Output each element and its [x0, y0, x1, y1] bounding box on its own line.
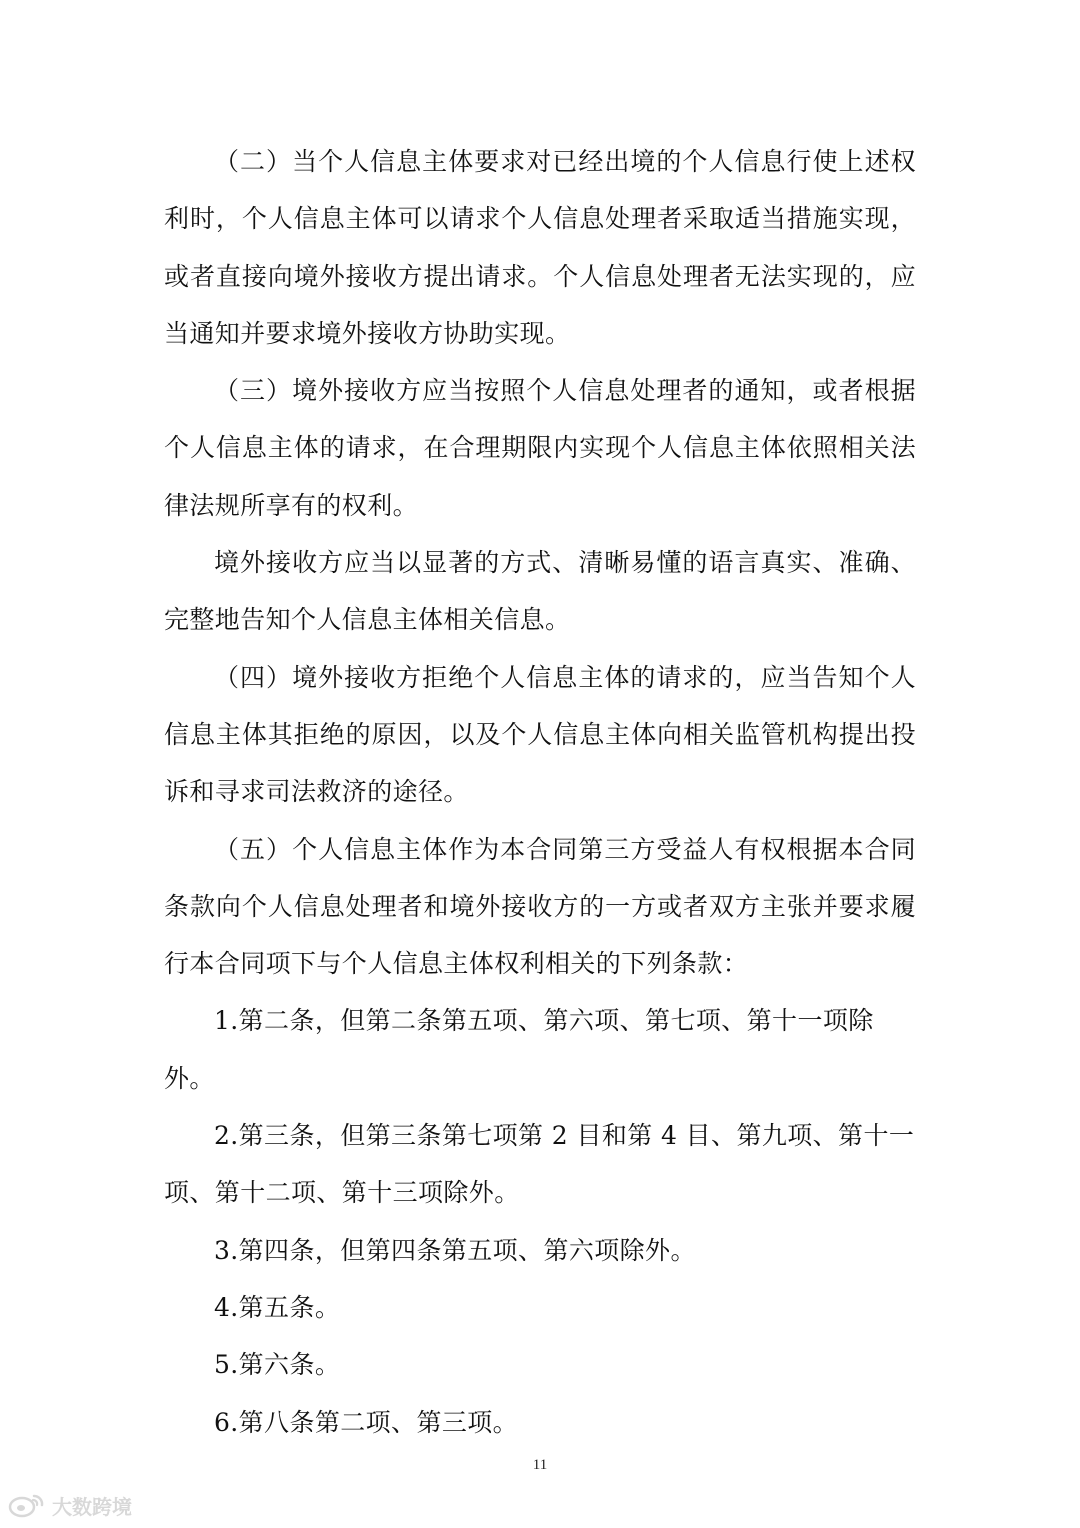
- paragraph-clause-2: （二）当个人信息主体要求对已经出境的个人信息行使上述权利时，个人信息主体可以请求个人信息处理者采取适当措施实现，或者直接向境外接收方提出请求。个人信息处理者无法实现的，应当通知并要求境外接收方协助实现。: [164, 147, 916, 348]
- weibo-logo-icon: [8, 1492, 46, 1518]
- watermark-text: 大数跨境: [52, 1494, 132, 1519]
- list-item-3: 3.第四条，但第四条第五项、第六项除外。: [214, 1235, 696, 1265]
- paragraph-clause-3-notice: 境外接收方应当以显著的方式、清晰易懂的语言真实、准确、完整地告知个人信息主体相关信息。: [164, 548, 916, 635]
- page-number: 11: [532, 1457, 548, 1473]
- body-text: [164, 133, 916, 1451]
- paragraph-clause-3: （三）境外接收方应当按照个人信息处理者的通知，或者根据个人信息主体的请求，在合理期限内实现个人信息主体依照相关法律法规所享有的权利。: [164, 376, 916, 520]
- paragraph-clause-5: （五）个人信息主体作为本合同第三方受益人有权根据本合同条款向个人信息处理者和境外接收方的一方或者双方主张并要求履行本合同项下与个人信息主体权利相关的下列条款：: [164, 834, 916, 979]
- watermark: [8, 1490, 132, 1520]
- list-item-5: 5.第六条。: [214, 1350, 341, 1380]
- list-item-1: 1.第二条，但第二条第五项、第六项、第七项、第十一项除外。: [164, 1006, 874, 1093]
- paragraph-clause-4: （四）境外接收方拒绝个人信息主体的请求的，应当告知个人信息主体其拒绝的原因，以及个人信息主体向相关监管机构提出投诉和寻求司法救济的途径。: [164, 662, 916, 807]
- list-item-6: 6.第八条第二项、第三项。: [214, 1407, 519, 1437]
- list-item-2: 2.第三条，但第三条第七项第 2 目和第 4 目、第九项、第十一项、第十二项、第十三项除外。: [164, 1121, 915, 1208]
- list-item-4: 4.第五条。: [214, 1292, 341, 1322]
